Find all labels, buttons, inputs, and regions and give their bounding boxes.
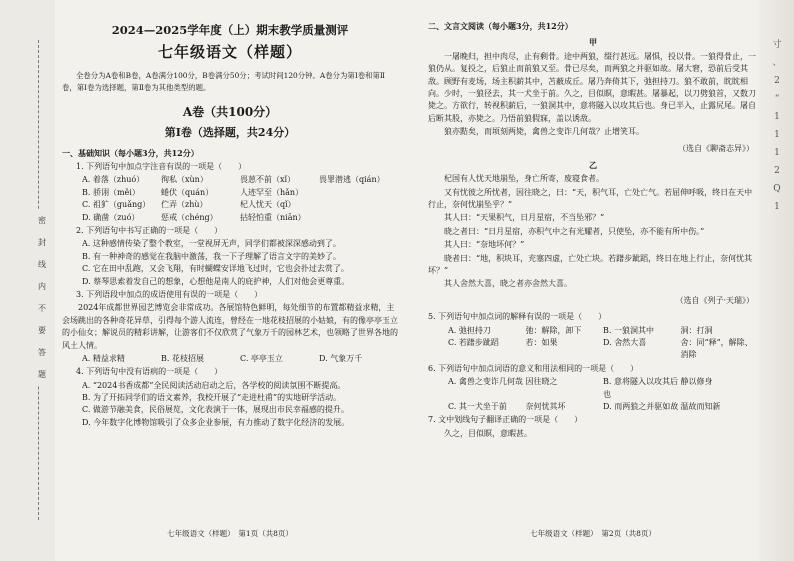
question-4-option-c: C. 做游节融美食，民俗展览，文化表演于一体，展现出市民幸福感的提升。 xyxy=(82,405,349,415)
passage-jia-source: （选自《聊斋志异》） xyxy=(678,143,754,153)
question-1-row-c: C. 祖犷（guǎng） 伫弄（zhù） 杞人忧天（qǐ） xyxy=(82,200,296,210)
question-1-stem: 1. 下列语句中加点字注音有误的一项是（ ） xyxy=(76,162,247,172)
section-1-heading: 一、基础知识（每小题3分，共12分） xyxy=(62,147,199,158)
question-2-option-a: A. 这种感情传染了整个教室，一堂视屏无声，同学们都被深深感动到了。 xyxy=(82,239,341,249)
subject-title: 七年级语文（样题） xyxy=(157,42,302,61)
question-2-option-d: D. 蔡琴思索着发自己的想象，心想他是南人的庇护神，人们对他会更尊重。 xyxy=(82,276,350,286)
question-4-option-b: B. 为了开拓同学们的语文素养，我校开展了“走进杜甫”的实地研学活动。 xyxy=(82,393,342,403)
question-3-stem: 3. 下列语段中加点的成语使用有误的一项是（ ） xyxy=(76,289,263,299)
question-5-stem: 5. 下列语句中加点词的解释有误的一项是（ ） xyxy=(428,312,607,322)
question-1-row-d: D. 确凿（zuó） 惩戒（chéng） 拈轻怕重（niān） xyxy=(82,212,306,222)
exam-title: 2024—2025学年度（上）期末教学质量测评 xyxy=(111,23,349,37)
question-2-stem: 2. 下列语句中书写正确的一项是（ ） xyxy=(76,225,223,235)
question-5-row-2: C. 若躇步跐蹈 若：如果 D. 舍然大喜 舍：同“释”，解除、消除 xyxy=(448,337,753,360)
page-1-footer: 七年级语文（样题） 第1页（共8页） xyxy=(167,529,293,538)
passage-yi-title: 乙 xyxy=(589,159,597,170)
passage-yi-line: 晓者曰：“地，积块耳，充塞四虚，亡处亡块。若躇步跐蹈，终日在地上行止，奈何忧其坏？” xyxy=(428,253,753,276)
passage-yi-line: 又有忧彼之所忧者，因往晓之，曰：“天，积气耳，亡处亡气。若屈伸呼吸，终日在天中行止，奈何忧崩坠乎？” xyxy=(428,187,753,210)
question-2-option-b: B. 有一种神奇的感觉在我脑中激荡，我一下子理解了语言文字的美妙了。 xyxy=(82,251,341,261)
passage-jia-para-1: 一屠晚归，担中肉尽，止有剩骨。途中两狼，缀行甚远。屠惧，投以骨。一狼得骨止，一狼仍从。复投之，后狼止而前狼又至。骨已尽矣，而两狼之并驱如故。屠大窘，恐前后受其敌。顾野有麦场，场主积薪其中，苫蔽成丘。屠乃奔倚其下，弛担持刀。狼不敢前，眈眈相向。少时，一狼径去，其一犬坐于前。久之，目似瞑，意暇甚。屠暴起，以刀劈狼首，又数刀毙之。方欲行，转视积薪后，一狼洞其中，意将隧入以攻其后也。身已半入，止露尻尾。屠自后断其股，亦毙之。乃悟前狼假寐，盖以诱敌。 xyxy=(428,51,756,123)
passage-yi-line: 其人曰：“奈地坏何？” xyxy=(444,240,525,250)
part-1-heading: 第Ⅰ卷（选择题，共24分） xyxy=(164,125,296,139)
passage-yi-line: 其人曰：“天果积气，日月星宿，不当坠邪？” xyxy=(444,213,605,223)
question-1-row-a: A. 着落（zhuó） 徇私（xùn） 畏葸不前（xǐ） 畏罪潜逃（qián） xyxy=(82,175,385,185)
passage-yi-line: 其人舍然大喜，晓之者亦舍然大喜。 xyxy=(444,279,572,289)
passage-jia-para-2: 狼亦黠矣，而顷刻两毙，禽兽之变诈几何哉？止增笑耳。 xyxy=(444,127,644,137)
question-7-sentence: 久之，目似瞑，意暇甚。 xyxy=(444,428,532,438)
question-5-row-1: A. 弛担持刀 弛：解除，卸下 B. 一狼洞其中 洞：打洞 xyxy=(448,325,713,335)
question-3-options: A. 精益求精 B. 花枝招展 C. 亭亭玉立 D. 气象万千 xyxy=(82,353,363,363)
passage-yi-line: 晓之者曰：“日月星宿，亦积气中之有光耀者，只使坠，亦不能有所中伤。” xyxy=(444,226,705,236)
question-6-stem: 6. 下列语句中加点词语的意义和用法相同的一项是（ ） xyxy=(428,363,639,373)
passage-yi-line: 杞国有人忧天地崩坠，身亡所寄，废寝食者。 xyxy=(444,174,604,184)
question-3-passage: 2024年成都世界园艺博览会非常成功。各展馆特色鲜明，每处细节的布置都精益求精，主会场跳出的各种奇花异草，引得每个游人流连，曾经在一地花枝招展的小姑娘，有的像亭亭玉立的小仙女；解说员的精彩讲解，让游客们不仅欣赏了气象万千的园林艺术，也领略了世界各地的风土人情。 xyxy=(62,303,398,350)
binding-margin xyxy=(0,0,55,561)
right-edge-margin xyxy=(758,0,794,561)
section-2-heading: 二、文言文阅读（每小题3分，共12分） xyxy=(428,21,573,31)
question-6-row-1: A. 禽兽之变诈几何哉 因往晓之 B. 意将隧入以攻其后也 静以修身 xyxy=(448,377,713,399)
question-7-stem: 7. 文中划线句子翻译正确的一项是（ ） xyxy=(428,415,583,425)
question-4-stem: 4. 下列语句中没有语病的一项是（ ） xyxy=(76,367,223,377)
passage-yi-source: （选自《列子·天瑞》） xyxy=(675,295,754,305)
question-1-row-b: B. 骄诩（měi） 蜷伏（quán） 人迹罕至（hǎn） xyxy=(82,187,304,197)
passage-jia-title: 甲 xyxy=(589,37,597,48)
page-2-footer: 七年级语文（样题） 第2页（共8页） xyxy=(530,529,656,538)
question-6-row-2: C. 其一犬坐于前 奈何忧其坏 D. 而两狼之并驱如故 温故而知新 xyxy=(448,401,721,411)
page-2 xyxy=(428,18,758,441)
question-2-option-c: C. 它在田中乱跑，又会飞翔，有时蝴蝶安详地飞过时，它也会扑过去赏了。 xyxy=(82,264,349,274)
exam-intro: 全卷分为A卷和B卷，A卷满分100分，B卷满分50分；考试时间120分钟。A卷分为第Ⅰ卷和第Ⅱ卷，第Ⅰ卷为选择题，第Ⅱ卷为其他类型的题。 xyxy=(62,71,385,92)
handwritten-marks: 寸 、 2 “ 1 1 1 2 Q 1 xyxy=(772,40,782,212)
page-1 xyxy=(62,18,398,429)
question-4-option-d: D. 今年数字化博物馆吸引了众多企业参展，有力推动了数字化经济的发展。 xyxy=(82,417,350,427)
question-4-option-a: A. “2024书香成都”全民阅读活动启动之后，各学校的阅读氛围不断提高。 xyxy=(82,380,346,390)
seal-warning-text: 密 封 线 内 不 要 答 题 xyxy=(36,210,48,386)
volume-a-heading: A卷（共100分） xyxy=(182,105,278,119)
